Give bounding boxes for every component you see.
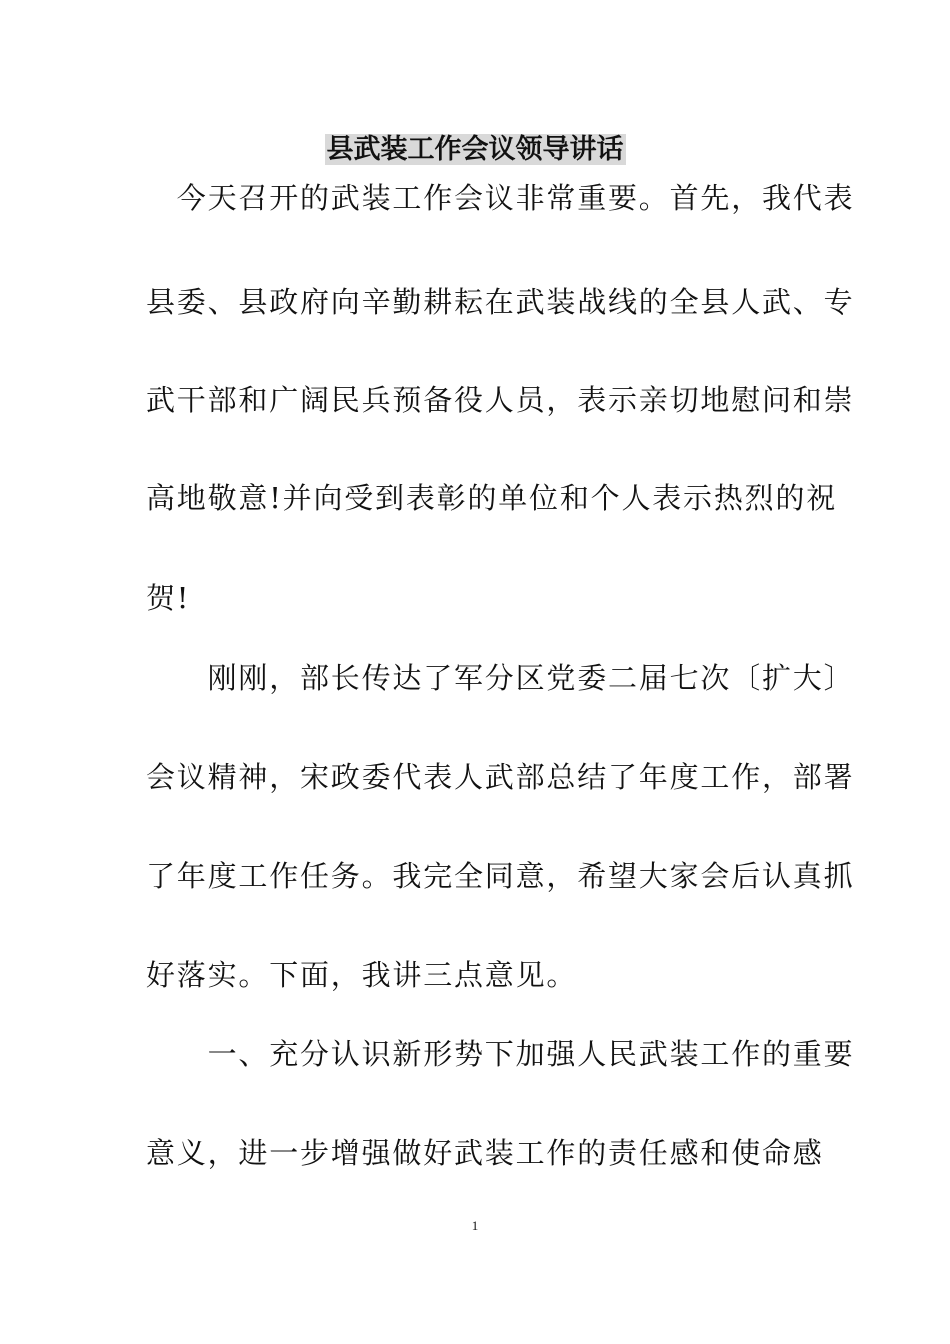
- document-title-text: 县武装工作会议领导讲话: [326, 134, 624, 165]
- body-line-11: 意义，进一步增强做好武装工作的责任感和使命感: [146, 1136, 824, 1170]
- body-line-8: 了年度工作任务。我完全同意，希望大家会后认真抓: [146, 859, 855, 893]
- body-line-3: 武干部和广阔民兵预备役人员，表示亲切地慰问和崇: [146, 383, 855, 417]
- body-line-1: 今天召开的武装工作会议非常重要。首先，我代表: [146, 181, 855, 215]
- body-line-4: 高地敬意!并向受到表彰的单位和个人表示热烈的祝: [146, 481, 838, 515]
- body-line-9: 好落实。下面，我讲三点意见。: [146, 958, 578, 992]
- body-line-7: 会议精神，宋政委代表人武部总结了年度工作，部署: [146, 760, 855, 794]
- page-number: 1: [471, 1218, 479, 1233]
- document-title: [0, 130, 950, 170]
- body-line-2: 县委、县政府向辛勤耕耘在武装战线的全县人武、专: [146, 285, 855, 319]
- body-line-10: 一、充分认识新形势下加强人民武装工作的重要: [146, 1037, 855, 1071]
- body-line-5: 贺!: [146, 581, 191, 615]
- body-line-6: 刚刚，部长传达了军分区党委二届七次〔扩大〕: [146, 661, 855, 695]
